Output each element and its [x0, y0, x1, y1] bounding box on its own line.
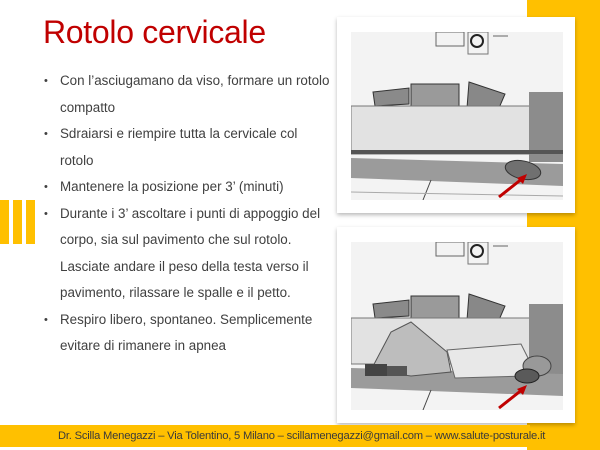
photo-frame-2 — [337, 227, 575, 423]
photo-person-lying — [351, 242, 563, 410]
bullet-item: • Sdraiarsi e riempire tutta la cervicale col rotolo — [40, 121, 330, 174]
bullet-item: • Con l’asciugamano da viso, formare un rotolo compatto — [40, 68, 330, 121]
footer-contact: Dr. Scilla Menegazzi – Via Tolentino, 5 Milano – scillamenegazzi@gmail.com – www.salute-posturale.it — [58, 430, 546, 442]
bullet-item: • Durante i 3’ ascoltare i punti di appoggio del corpo, sia sul pavimento che sul rotolo. Lasciate andare il peso della testa verso il pavimento, rilassare le spalle e il petto. — [40, 201, 330, 307]
bullet-icon: • — [44, 181, 48, 193]
bullet-item: • Respiro libero, spontaneo. Semplicemente evitare di rimanere in apnea — [40, 307, 330, 360]
bullet-list — [40, 68, 330, 360]
yellow-bar — [13, 200, 22, 244]
yellow-bar — [0, 200, 9, 244]
bullet-icon: • — [44, 313, 48, 326]
bullet-item: • Mantenere la posizione per 3’ (minuti) — [40, 174, 330, 201]
yellow-bar — [26, 200, 35, 244]
bullet-icon: • — [44, 128, 48, 140]
slide-title: Rotolo cervicale — [43, 14, 266, 50]
bullet-icon: • — [44, 207, 48, 220]
bullet-icon: • — [44, 75, 48, 87]
photo-towel-roll — [351, 32, 563, 200]
photo-frame-1 — [337, 17, 575, 213]
